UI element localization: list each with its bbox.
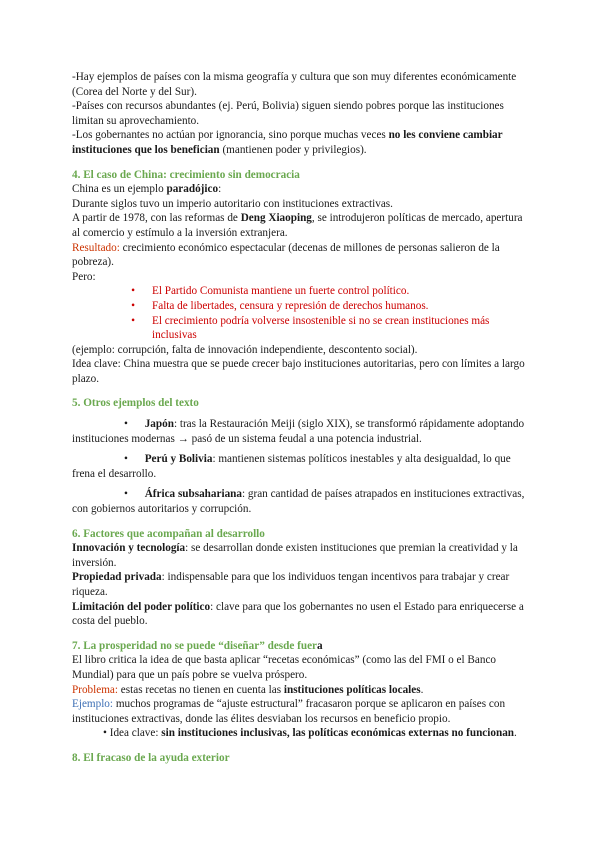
s7-problem: Problema: estas recetas no tienen en cuenta las instituciones políticas locales. — [72, 683, 424, 696]
section-8-heading: 8. El fracaso de la ayuda exterior — [72, 751, 230, 764]
s4-para-3: A partir de 1978, con las reformas de Deng Xiaoping, se introdujeron políticas de mercado, apertura al comercio y estímulo a la inversión extranjera. — [72, 212, 523, 239]
s4-idea: Idea clave: China muestra que se puede crecer bajo instituciones autoritarias, pero con límites a largo plazo. — [72, 358, 525, 385]
s7-para-1: El libro critica la idea de que basta aplicar “recetas económicas” (como las del FMI o el Banco Mundial) para que un país pobre se vuelva próspero. — [72, 654, 497, 681]
s7-idea: • Idea clave: sin instituciones inclusivas, las políticas económicas externas no funcionan. — [103, 727, 517, 740]
s6-item: Limitación del poder político: clave para que los gobernantes no usen el Estado para enriquecerse a costa del pueblo. — [72, 600, 524, 628]
s4-bullet: • Falta de libertades, censura y represión de derechos humanos. — [72, 299, 528, 314]
section-7-heading: 7. La prosperidad no se puede “diseñar” desde fuera — [72, 639, 323, 652]
s6-item: Propiedad privada: indispensable para que los individuos tengan incentivos para trabajar y crear riqueza. — [72, 571, 510, 598]
s4-bullet: • El crecimiento podría volverse insostenible si no se crean instituciones más inclusivas — [72, 314, 528, 343]
bullet-icon: • — [124, 453, 128, 466]
s4-bullet: • El Partido Comunista mantiene un fuerte control político. — [72, 284, 528, 299]
bullet-icon: • — [131, 299, 135, 312]
intro-line-2: -Países con recursos abundantes (ej. Perú, Bolivia) siguen siendo pobres porque las instituciones limitan su aprovechamiento. — [72, 100, 504, 127]
s4-result: Resultado: crecimiento económico espectacular (decenas de millones de personas salieron de la pobreza). — [72, 241, 500, 269]
bullet-icon: • — [124, 418, 128, 431]
bullet-icon: • — [131, 285, 135, 298]
intro-line-1: -Hay ejemplos de países con la misma geografía y cultura que son muy diferentes económicamente (Corea del Norte y del Sur). — [72, 71, 517, 98]
intro-line-3: -Los gobernantes no actúan por ignorancia, sino porque muchas veces no les conviene cambiar instituciones que los benefician (mantienen poder y privilegios). — [72, 129, 503, 156]
section-6-heading: 6. Factores que acompañan al desarrollo — [72, 527, 265, 540]
section-4-heading: 4. El caso de China: crecimiento sin democracia — [72, 168, 300, 181]
s4-para-1: China es un ejemplo paradójico: — [72, 183, 222, 196]
s4-after: (ejemplo: corrupción, falta de innovación independiente, descontento social). — [72, 343, 418, 356]
s7-example: Ejemplo: muchos programas de “ajuste estructural” fracasaron porque se aplicaron en países con instituciones extractivas, donde las élites desviaban los recursos en beneficio propio. — [72, 698, 506, 725]
s4-para-2: Durante siglos tuvo un imperio autoritario con instituciones extractivas. — [72, 197, 393, 210]
s4-pero: Pero: — [72, 270, 96, 283]
document-page — [72, 70, 528, 766]
section-5-heading: 5. Otros ejemplos del texto — [72, 397, 199, 410]
s5-item: • África subsahariana: gran cantidad de países atrapados en instituciones extractivas, con gobiernos autoritarios y corrupción. — [72, 488, 525, 516]
bullet-icon: • — [124, 488, 128, 501]
s5-item: • Japón: tras la Restauración Meiji (siglo XIX), se transformó rápidamente adoptando instituciones modernas → pasó de un sistema feudal a una potencia industrial. — [72, 418, 525, 445]
s6-item: Innovación y tecnología: se desarrollan donde existen instituciones que premian la creatividad y la inversión. — [72, 542, 518, 569]
bullet-icon: • — [131, 314, 135, 327]
s5-item: • Perú y Bolivia: mantienen sistemas políticos inestables y alta desigualdad, lo que frena el desarrollo. — [72, 453, 511, 480]
